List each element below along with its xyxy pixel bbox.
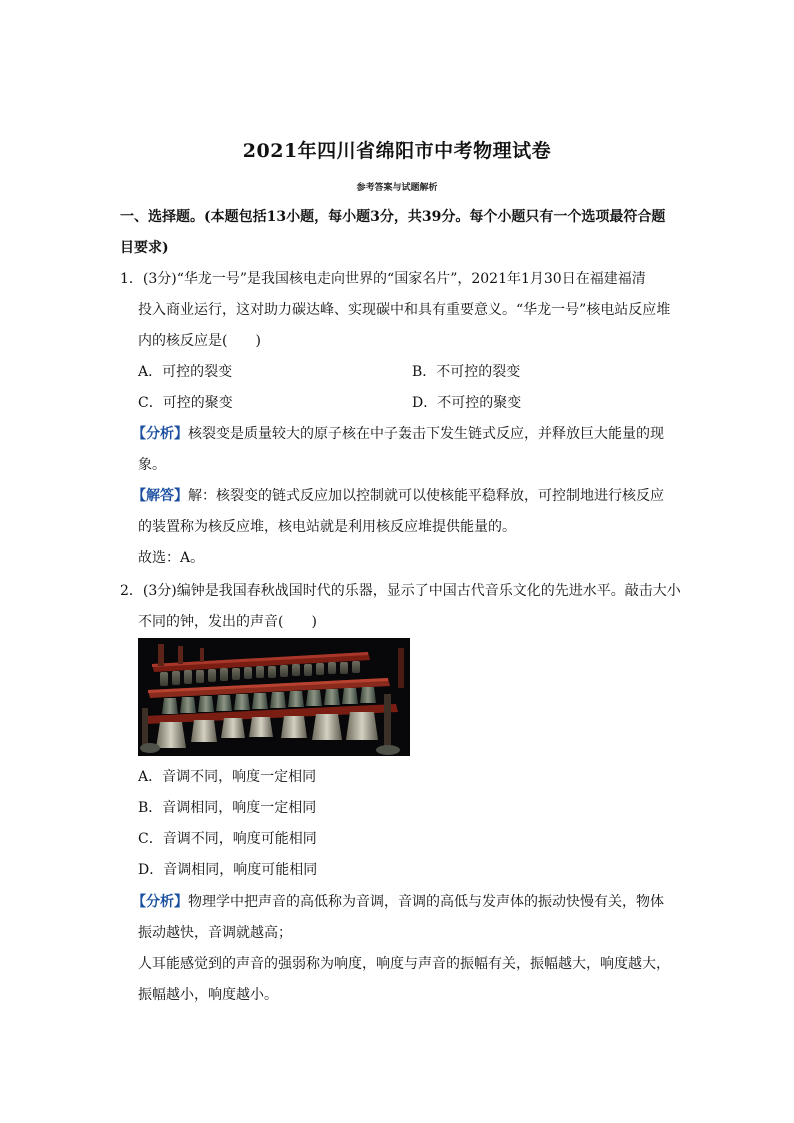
q2-stem-line2: 不同的钟，发出的声音( ) [138,614,317,630]
q1-stem-line3: 内的核反应是( ) [138,333,261,349]
q2-analysis-line3: 人耳能感觉到的声音的强弱称为响度，响度与声音的振幅有关，振幅越大，响度越大， [138,956,670,972]
q2-analysis-line2: 振动越快，音调就越高； [138,925,292,941]
q1-option-a: A．可控的裂变 [138,364,233,380]
q1-option-b: B．不可控的裂变 [412,364,521,380]
q1-choice: 故选：A。 [138,550,205,566]
q2-analysis-tag: 【分析】 [132,894,188,910]
page-title: 2021年四川省绵阳市中考物理试卷 [242,140,552,162]
section-heading-line1: 一、选择题。(本题包括13小题，每小题3分，共39分。每个小题只有一个选项最符合题 [120,209,666,225]
q2-option-d: D．音调相同，响度可能相同 [138,862,318,878]
q1-answer-line1 [132,486,664,506]
q1-answer-line2: 的装置称为核反应堆，核电站就是利用核反应堆提供能量的。 [138,519,516,535]
bianzhong-chime-bells-image [138,638,410,756]
q1-option-c: C．可控的聚变 [138,395,233,411]
q1-analysis-tag: 【分析】 [132,426,188,442]
q2-stem-line1: 2．(3分)编钟是我国春秋战国时代的乐器，显示了中国古代音乐文化的先进水平。敲击大小 [120,583,681,599]
q2-option-b: B．音调相同，响度一定相同 [138,800,317,816]
q1-analysis-line1 [132,424,664,444]
q2-option-a: A．音调不同，响度一定相同 [138,769,317,785]
q2-analysis-text: 物理学中把声音的高低称为音调，音调的高低与发声体的振动快慢有关，物体 [188,894,664,910]
page-subtitle: 参考答案与试题解析 [356,183,438,193]
q2-analysis-line4: 振幅越小，响度越小。 [138,987,278,1003]
q1-analysis-text: 核裂变是质量较大的原子核在中子轰击下发生链式反应，并释放巨大能量的现 [188,426,664,442]
q1-answer-tag: 【解答】 [132,488,188,504]
q1-answer-text: 解：核裂变的链式反应加以控制就可以使核能平稳释放，可控制地进行核反应 [188,488,664,504]
q1-stem-line1: 1．(3分)“华龙一号”是我国核电走向世界的“国家名片”，2021年1月30日在福建福清 [120,271,646,287]
q1-analysis-line2: 象。 [138,457,166,473]
section-heading-line2: 目要求) [120,240,169,256]
q2-analysis-line1 [132,892,664,912]
q2-option-c: C．音调不同，响度可能相同 [138,831,317,847]
q1-option-d: D．不可控的聚变 [412,395,522,411]
q1-stem-line2: 投入商业运行，这对助力碳达峰、实现碳中和具有重要意义。“华龙一号”核电站反应堆 [138,302,671,318]
